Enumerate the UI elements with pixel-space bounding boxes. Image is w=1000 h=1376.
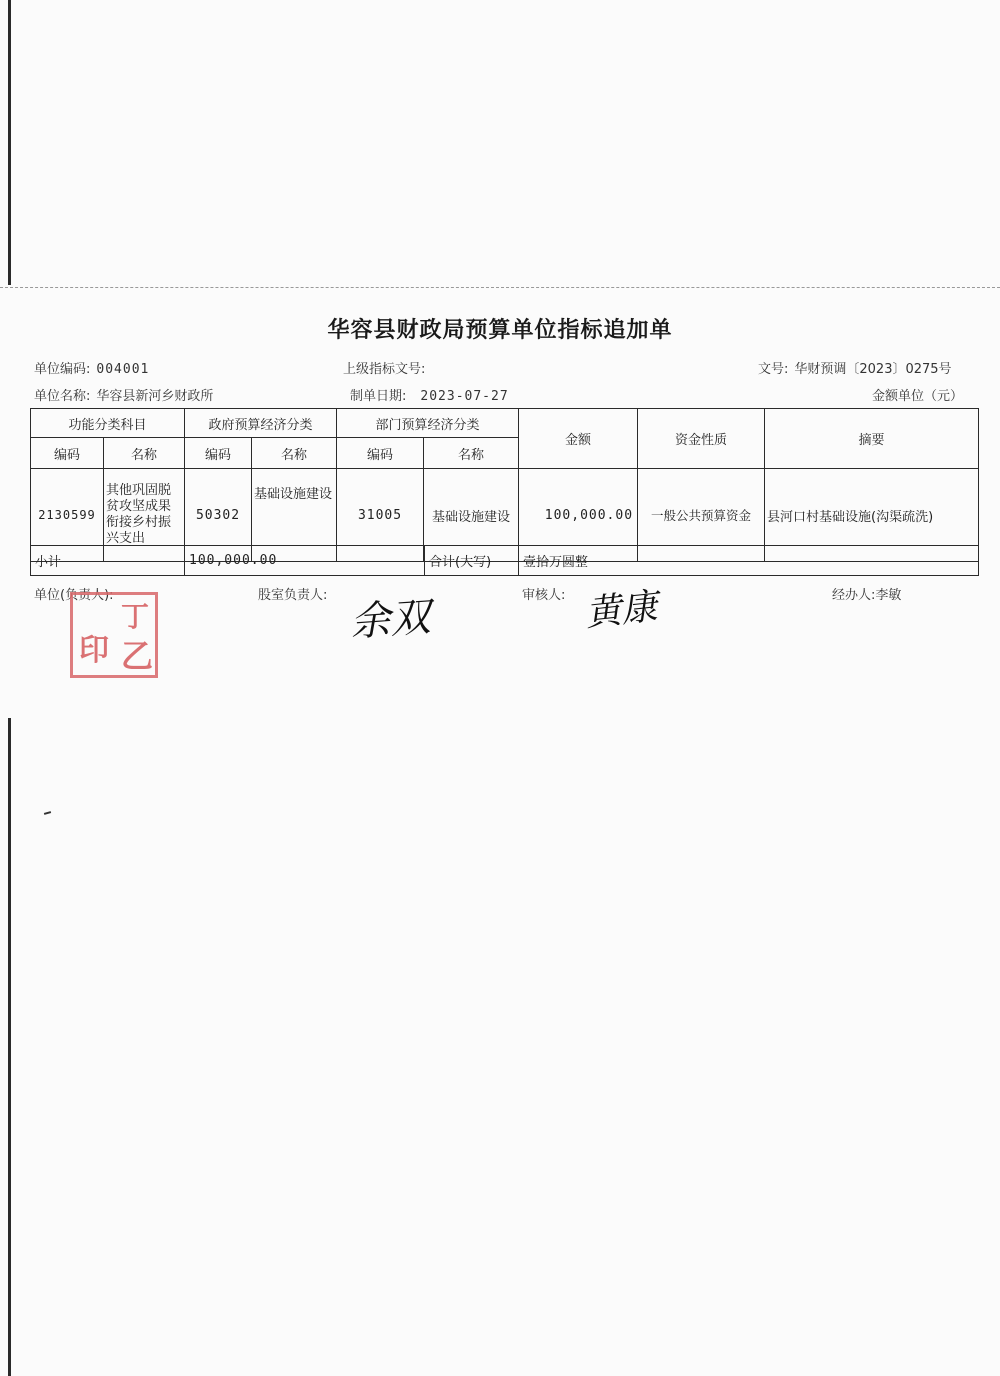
- func-name-cell: 其他巩固脱贫攻坚成果衔接乡村振兴支出: [104, 469, 185, 562]
- header-dept-econ: 部门预算经济分类: [337, 409, 519, 438]
- header-code: 编码: [337, 438, 424, 469]
- doc-number-value: 华财预调〔2023〕0275号: [794, 362, 952, 377]
- header-gov-econ: 政府预算经济分类: [185, 409, 337, 438]
- header-name: 名称: [252, 438, 337, 469]
- upper-doc-label: 上级指标文号:: [343, 362, 426, 377]
- seal-char: 印: [79, 633, 109, 668]
- totals-row: [31, 546, 979, 576]
- dept-name-cell: 基础设施建设: [424, 469, 519, 562]
- unit-code-value: 004001: [96, 362, 150, 377]
- func-code-cell: 2130599: [31, 469, 104, 562]
- subtotal-label: 小计: [31, 546, 185, 576]
- upper-doc-number: [343, 358, 425, 377]
- official-seal: [70, 592, 158, 678]
- dept-code-cell: 31005: [337, 469, 424, 562]
- doc-number-label: 文号:: [758, 362, 789, 377]
- document-title: 华容县财政局预算单位指标追加单: [327, 318, 673, 343]
- allocation-table: [30, 408, 979, 562]
- header-name: 名称: [104, 438, 185, 469]
- issue-date: [350, 385, 509, 404]
- unit-code-label: 单位编码:: [34, 362, 91, 377]
- gov-name-cell: 基础设施建设: [252, 469, 337, 562]
- header-name: 名称: [424, 438, 519, 469]
- seal-char: 丁: [121, 600, 150, 633]
- unit-name-label: 单位名称:: [34, 389, 91, 404]
- scan-mark: [44, 811, 51, 815]
- scan-edge: [8, 0, 11, 285]
- reviewer-signature: 黄康: [583, 586, 660, 635]
- handler-label: 经办人:: [832, 588, 876, 603]
- header-code: 编码: [185, 438, 252, 469]
- seal-char: 乙: [121, 637, 154, 675]
- issue-date-value: 2023-07-27: [420, 389, 509, 404]
- amount-cell: 100,000.00: [519, 469, 638, 562]
- unit-name-value: 华容县新河乡财政所: [96, 389, 214, 404]
- handler-name: 李敏: [875, 588, 902, 603]
- totals-table: [30, 545, 979, 576]
- section-head-signature: 余双: [348, 594, 432, 646]
- issue-date-label: 制单日期:: [350, 389, 407, 404]
- reviewer-label: 审核人:: [522, 588, 566, 603]
- header-summary: 摘要: [765, 409, 979, 469]
- summary-cell: 县河口村基础设施(沟渠疏洗): [765, 469, 979, 562]
- header-func-class: 功能分类科目: [31, 409, 185, 438]
- page-divider: [0, 287, 1000, 288]
- header-row: [31, 409, 979, 438]
- total-cn-value: 壹拾万圆整: [519, 546, 979, 576]
- handler: [832, 584, 901, 603]
- amount-unit: 金额单位（元）: [872, 389, 964, 404]
- header-code: 编码: [31, 438, 104, 469]
- scan-edge: [8, 718, 11, 1376]
- header-fund-nature: 资金性质: [638, 409, 765, 469]
- subtotal-value: 100,000.00: [185, 546, 425, 576]
- unit-head-label: 单位(负责人):: [34, 588, 114, 603]
- unit-name: [34, 385, 213, 404]
- section-head-label: 股室负责人:: [258, 588, 328, 603]
- doc-number: [758, 358, 952, 377]
- header-amount: 金额: [519, 409, 638, 469]
- fund-nature-cell: 一般公共预算资金: [638, 469, 765, 562]
- unit-code: [34, 358, 149, 377]
- total-cn-label: 合计(大写): [425, 546, 519, 576]
- gov-code-cell: 50302: [185, 469, 252, 562]
